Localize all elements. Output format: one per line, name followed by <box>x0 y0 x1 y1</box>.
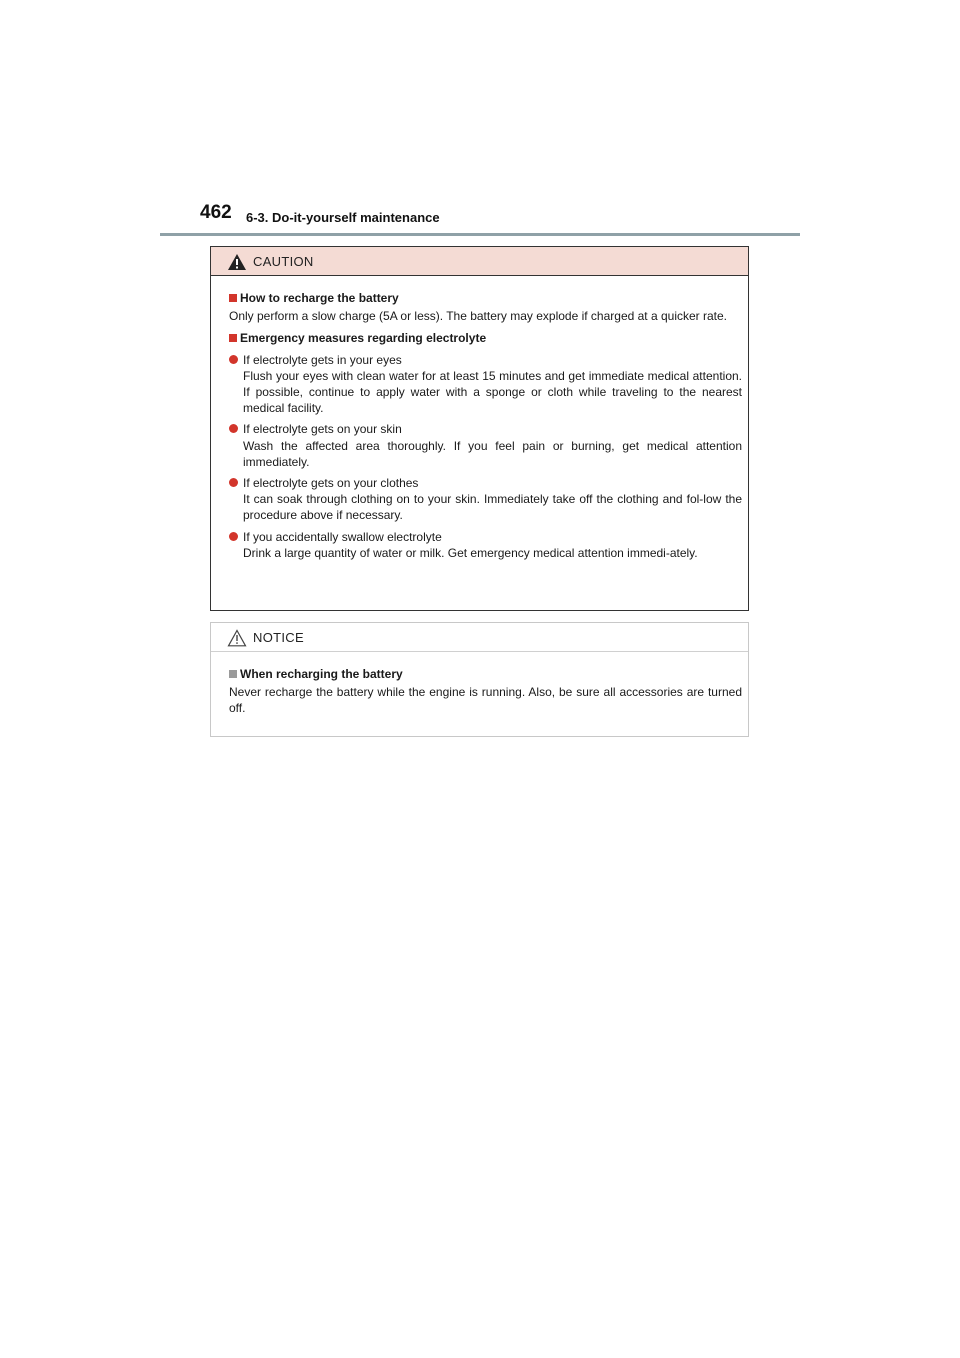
bullet-text: Wash the affected area thoroughly. If you feel pain or burning, get medical attention immediately. <box>243 438 742 469</box>
notice-box <box>210 622 749 737</box>
topic-title: When recharging the battery <box>240 667 403 681</box>
topic-title: How to recharge the battery <box>240 291 399 305</box>
notice-header <box>211 623 748 652</box>
caution-header <box>211 247 748 276</box>
square-bullet-icon <box>229 334 237 342</box>
notice-title: NOTICE <box>253 630 304 645</box>
page-number: 462 <box>200 202 232 223</box>
list-item <box>229 529 742 561</box>
circle-bullet-icon <box>229 424 238 433</box>
list-item <box>229 421 742 470</box>
notice-body <box>211 652 748 717</box>
section-title: 6-3. Do-it-yourself maintenance <box>246 210 440 225</box>
topic-title: Emergency measures regarding electrolyte <box>240 331 487 346</box>
header-divider <box>160 233 800 236</box>
circle-bullet-icon <box>229 478 238 487</box>
caution-topic-recharge <box>229 290 742 324</box>
warning-triangle-outline-icon <box>227 629 247 647</box>
bullet-text: Flush your eyes with clean water for at least 15 minutes and get immediate medical attention. If possible, continue to apply water with a sponge or cloth while traveling to the nearest medical facility. <box>243 368 742 416</box>
circle-bullet-icon <box>229 532 238 541</box>
bullet-head: If electrolyte gets on your skin <box>243 422 402 437</box>
bullet-head: If you accidentally swallow electrolyte <box>243 529 442 544</box>
warning-triangle-icon <box>227 253 247 271</box>
list-item <box>229 475 742 524</box>
bullet-text: It can soak through clothing on to your skin. Immediately take off the clothing and fol-low the procedure above if necessary. <box>243 492 742 523</box>
topic-text: Never recharge the battery while the engine is running. Also, be sure all accessories are turned off. <box>229 685 742 716</box>
caution-title: CAUTION <box>253 254 314 269</box>
list-item <box>229 352 742 417</box>
caution-topic-electrolyte <box>229 330 742 561</box>
bullet-head: If electrolyte gets on your clothes <box>243 476 419 491</box>
caution-box <box>210 246 749 611</box>
bullet-head: If electrolyte gets in your eyes <box>243 352 402 367</box>
notice-topic-recharging <box>229 666 742 717</box>
square-bullet-icon <box>229 670 237 678</box>
caution-body <box>211 276 748 561</box>
square-bullet-icon <box>229 294 237 302</box>
bullet-text: Drink a large quantity of water or milk. Get emergency medical attention immedi-ately. <box>243 545 698 560</box>
circle-bullet-icon <box>229 355 238 364</box>
topic-text: Only perform a slow charge (5A or less). The battery may explode if charged at a quicker rate. <box>229 309 728 324</box>
